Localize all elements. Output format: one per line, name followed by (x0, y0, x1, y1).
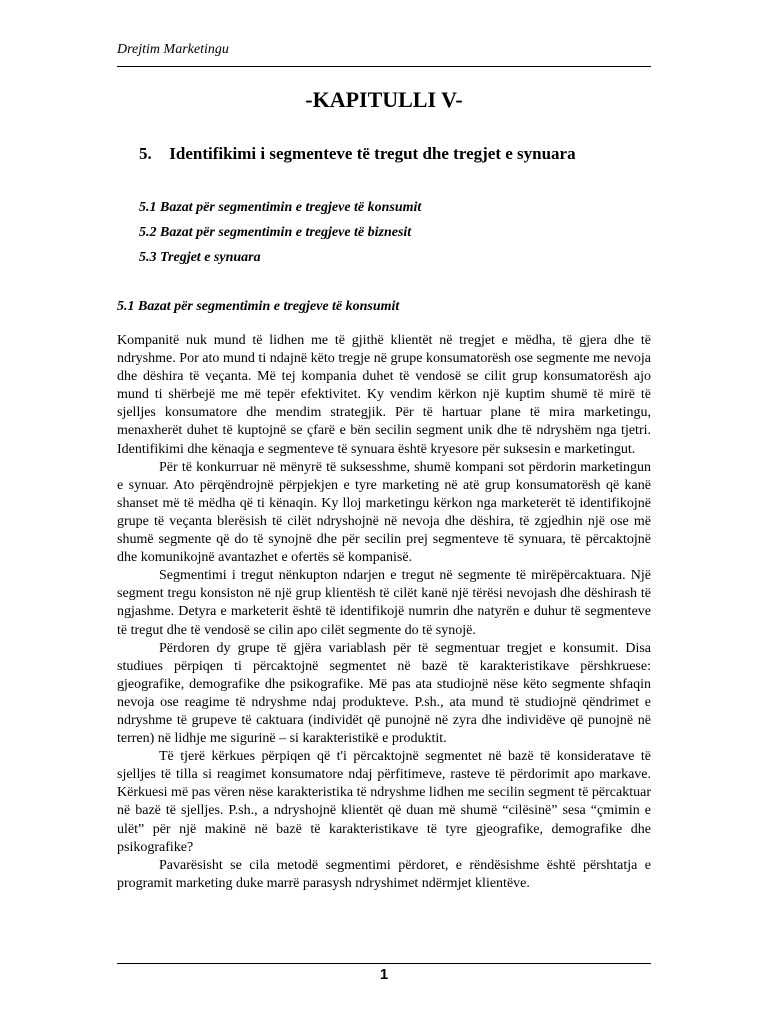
paragraph: Kompanitë nuk mund të lidhen me të gjithë klientët në tregjet e mëdha, të gjera dhe të ndryshme. Por ato mund ti ndajnë këto tregje në grupe konsumatorësh ose segmente me nevoja dhe dëshira të veçanta. Më tej kompania duhet të vendosë se cilit grup konsumatorësh ajo mund ti shërbejë me më tepër efektivitet. Ky vendim kërkon një kuptim shumë të mirë të sjelljes konsumatore dhe mendim strategjik. Për të hartuar plane të mira marketingu, menaxherët duhet të kuptojnë se çfarë e bën secilin segment unik dhe të ndryshëm nga tjetri. Identifikimi dhe kënaqja e segmenteve të synuara është kryesore për suksesin e marketingut. (117, 333, 651, 457)
paragraph: Pavarësisht se cila metodë segmentimi përdoret, e rëndësishme është përshtatja e programit marketing duke marrë parasysh ndryshimet ndërmjet klientëve. (117, 857, 651, 891)
toc-item: 5.3 Tregjet e synuara (139, 250, 261, 265)
section-contents-list (139, 198, 421, 273)
paragraph: Të tjerë kërkues përpiqen që t'i përcaktojnë segmentet në bazë të konsideratave të sjelljes të tilla si reagimet konsumatore ndaj përfitimeve, rasteve të përdorimit apo markave. Kërkuesi më pas vëren nëse karakteristika të ndryshme lidhen me secilin segment të përcaktuar në bazë të sjelljes. P.sh., a ndryshojnë klientët që duan më shumë “cilësinë” sesa “çmimin e ulët” për një makinë në bazë të karakteristikave të tyre gjeografike, demografike dhe psikografike? (117, 749, 651, 855)
subsection-heading: 5.1 Bazat për segmentimin e tregjeve të konsumit (117, 299, 400, 314)
section-number: 5. (139, 144, 152, 163)
chapter-title: -KAPITULLI V- (305, 87, 463, 112)
section-heading (139, 144, 576, 164)
paragraph: Segmentimi i tregut nënkupton ndarjen e tregut në segmente të mirëpërcaktuara. Një segment tregu konsiston në një grup klientësh të cilët kanë një tërësi nevojash dhe dëshirash të ngjashme. Detyra e marketerit është të identifikojë numrin dhe natyrën e duhur të segmenteve të tregut dhe të vendosë se cilin apo cilët segmente do të synojë. (117, 568, 651, 638)
footer-rule (117, 963, 651, 964)
paragraph: Përdoren dy grupe të gjëra variablash për të segmentuar tregjet e konsumit. Disa studiues përpiqen ti përcaktojnë segmentet në bazë të karakteristikave përshkruese: gjeografike, demografike dhe psikografike. Më pas ata studiojnë nëse këto segmente shfaqin nevoja ose reagime të ndryshme ndaj produkteve. P.sh., ata mund të studiojnë qëndrimet e ndryshme të grupeve të caktuara (individët që punojnë në zyra dhe individëve që punojnë në terren) në lidhje me sigurinë – si karakteristikë e produktit. (117, 640, 651, 747)
section-title: Identifikimi i segmenteve të tregut dhe tregjet e synuara (169, 144, 576, 163)
running-header: Drejtim Marketingu (117, 42, 229, 57)
header-rule (117, 66, 651, 67)
toc-item: 5.1 Bazat për segmentimin e tregjeve të konsumit (139, 200, 422, 215)
paragraph: Për të konkurruar në mënyrë të suksesshme, shumë kompani sot përdorin marketingun e synuar. Ato përqëndrojnë përpjekjen e tyre marketing në atë grup konsumatorësh që kanë shanset më të mëdha që ti kënaqin. Ky lloj marketingu kërkon nga marketerët të identifikojnë grupe të veçanta blerësish të cilët ndryshojnë në nevoja dhe dëshira, të zgjedhin një ose më shumë segmente që do të synojnë dhe për secilin prej segmenteve të synuara, të përcaktojnë dhe komunikojnë avantazhet e ofertës së kompanisë. (117, 459, 651, 566)
body-text (117, 332, 651, 893)
toc-item: 5.2 Bazat për segmentimin e tregjeve të biznesit (139, 225, 412, 240)
page-number: 1 (379, 966, 389, 983)
